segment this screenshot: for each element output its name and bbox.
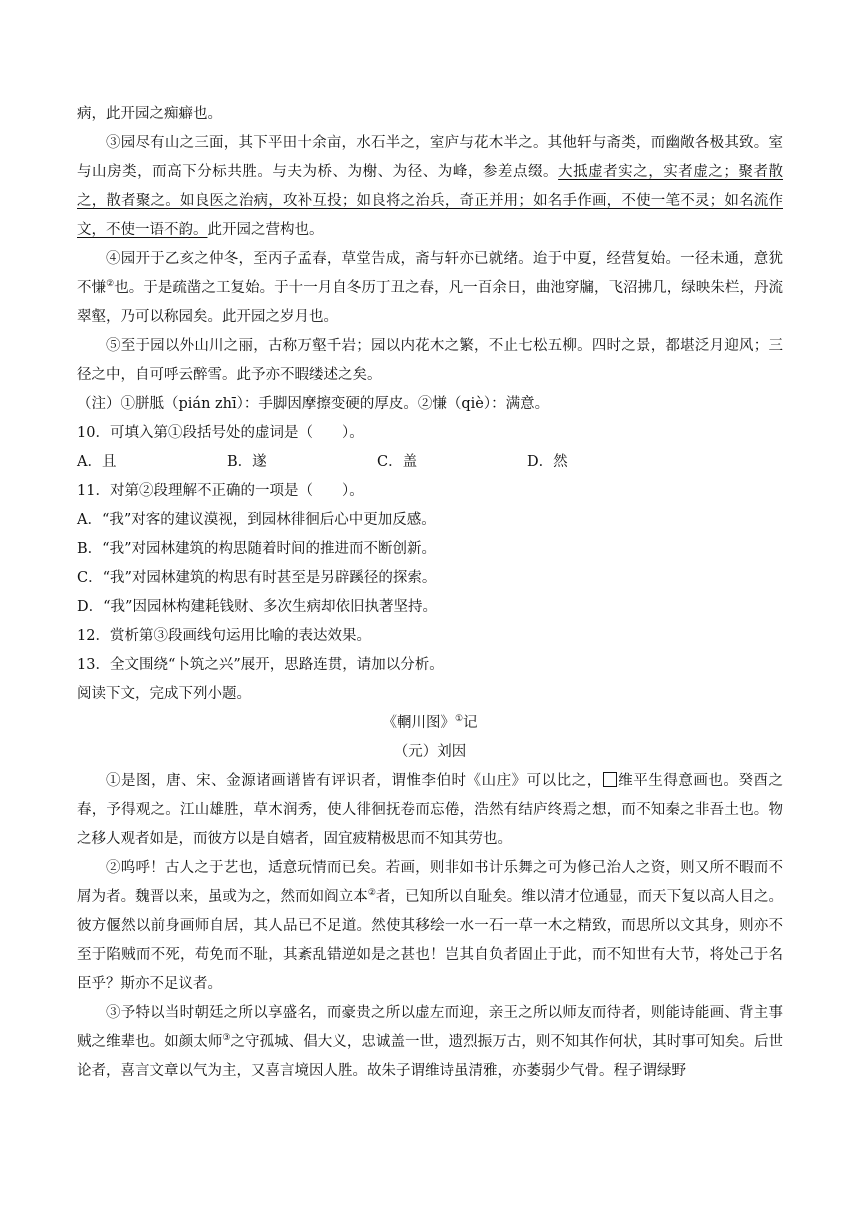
footnote-marker-2: ② (106, 279, 115, 290)
passage2-paragraph-3 (77, 999, 783, 1086)
title-text-end: 记 (463, 715, 478, 731)
question-12: 12．赏析第③段画线句运用比喻的表达效果。 (77, 628, 371, 644)
passage2-author: （元）刘因 (393, 744, 467, 760)
r3-text: ③予特以当时朝廷之所以享盛名，而豪贵之所以虚左而迎，亲王之所以师友而待者，则能诗能画、背主事贼之维辈也。如颜太师 (77, 1005, 783, 1050)
passage2-paragraph-2 (77, 854, 783, 999)
missing-character-box (603, 772, 617, 787)
q11-option-a: A．“我”对客的建议漠视，到园林徘徊后心中更加反感。 (77, 512, 436, 528)
paragraph-3-ending: 此开园之营构也。 (207, 222, 324, 238)
title-text: 《輞川图》 (382, 715, 455, 731)
question-11-stem: 11．对第②段理解不正确的一项是（ ）。 (77, 483, 364, 499)
footnote-marker-taishi: ③ (222, 1033, 231, 1044)
underlined-metaphor-sentence: 大抵虚者实之，实者虚之；聚者散之，散者聚之。如良医之治病，攻补互投；如良将之治兵，奇正并用；如名手作画，不使一笔不灵；如名流作文，不使一语不韵。 (77, 164, 784, 238)
q11-option-b: B．“我”对园林建筑的构思随着时间的推进而不断创新。 (77, 541, 436, 557)
r1-text-cont: 维平生得意画也。癸酉之春，予得观之。江山雄胜，草木润秀，使人徘徊抚卷而忘倦，浩然有结庐终焉之想，而不知秦之非吾土也。物之移人观者如是，而彼方以是自嬉者，固宜疲精极思而不知其劳也。 (77, 773, 783, 847)
reading-instruction: 阅读下文，完成下列小题。 (77, 686, 251, 702)
paragraph-4-text: ④园开于乙亥之仲冬，至丙子孟春，草堂告成，斋与轩亦已就绪。迨于中夏，经营复始。一径未通，意犹不慊 (77, 251, 783, 296)
passage1-paragraph-5: ⑤至于园以外山川之丽，古称万壑千岩；园以内花木之繁，不止七松五柳。四时之景，都堪泛月迎风；三径之中，自可呼云醉雪。此予亦不暇缕述之矣。 (77, 338, 783, 383)
passage2-paragraph-1 (77, 767, 783, 854)
document-body (77, 100, 783, 1086)
question-13: 13．全文围绕“卜筑之兴”展开，思路连贯，请加以分析。 (77, 657, 444, 673)
q10-option-b: B．遂 (227, 454, 267, 470)
passage1-paragraph-3 (77, 129, 783, 245)
question-10-stem: 10．可填入第①段括号处的虚词是（ ）。 (77, 425, 364, 441)
r2-text: ②呜呼！古人之于艺也，适意玩情而已矣。若画，则非如书计乐舞之可为修己治人之资，则又所不暇而不屑为者。魏晋以来，虽或为之，然而如阎立本 (77, 860, 783, 905)
passage1-paragraph-4 (77, 245, 783, 332)
footnote-marker-yan: ② (367, 888, 376, 899)
q10-option-d: D．然 (527, 454, 568, 470)
passage2-title (77, 709, 783, 738)
annotation-note: （注）①胼胝（pián zhī）：手脚因摩擦变硬的厚皮。②慊（qiè）：满意。 (77, 396, 550, 412)
r2-text-cont: 者，已知所以自耻矣。维以清才位通显，而天下复以高人目之。彼方偃然以前身画师自居，其人品已不足道。然使其移绘一水一石一草一木之精致，而思所以文其身，则亦不至于陷贼而不死，苟免而不耻，其紊乱错逆如是之甚也！岂其自负者固止于此，而不知世有大节，将处己于名臣乎？斯亦不足议者。 (77, 889, 784, 992)
q11-option-d: D．“我”因园林构建耗钱财、多次生病却依旧执著坚持。 (77, 599, 437, 615)
q10-option-a: A．且 (77, 454, 117, 470)
r3-text-cont: 之守孤城、倡大义，忠诚盖一世，遗烈振万古，则不知其作何状，其时事可知矣。后世论者，喜言文章以气为主，又喜言境因人胜。故朱子谓维诗虽清雅，亦萎弱少气骨。程子谓绿野 (77, 1034, 783, 1079)
q11-option-c: C．“我”对园林建筑的构思有时甚至是另辟蹊径的探索。 (77, 570, 437, 586)
paragraph-3-text: ③园尽有山之三面，其下平田十余亩，水石半之，室庐与花木半之。其他轩与斋类，而幽敞各极其致。室与山房类，而高下分标共胜。与夫为桥、为榭、为径、为峰，参差点缀。 (77, 135, 783, 180)
paragraph-4-text-cont: 也。于是疏凿之工复始。于十一月自冬历丁丑之春，凡一百余日，曲池穿牖，飞沼拂几，绿映朱栏，丹流翠壑，乃可以称园矣。此开园之岁月也。 (77, 280, 784, 325)
question-10-options (77, 448, 783, 477)
q10-option-c: C．盖 (377, 454, 418, 470)
r1-text: ①是图，唐、宋、金源诸画谱皆有评识者，谓惟李伯时《山庄》可以比之， (106, 773, 602, 789)
title-footnote-marker: ① (454, 714, 464, 725)
passage1-paragraph-2-tail: 病，此开园之痴癖也。 (77, 106, 222, 122)
